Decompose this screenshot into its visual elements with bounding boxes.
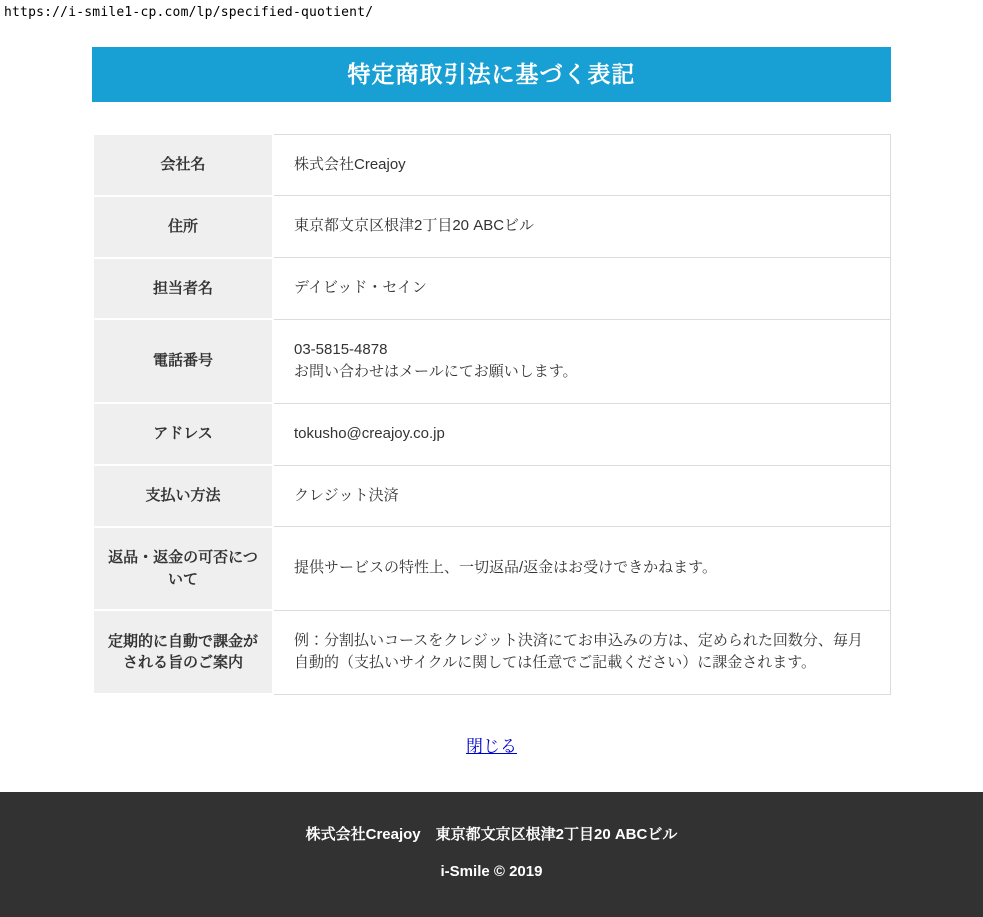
tokusho-table-body bbox=[93, 134, 891, 694]
table-row bbox=[93, 527, 891, 611]
row-label: 担当者名 bbox=[93, 258, 273, 320]
footer-company-address: 株式会社Creajoy 東京都文京区根津2丁目20 ABCビル bbox=[305, 826, 678, 844]
row-value: 例：分割払いコースをクレジット決済にてお申込みの方は、定められた回数分、毎月自動的（支払いサイクルに関しては任意でご記載ください）に課金されます。 bbox=[273, 610, 891, 694]
close-link[interactable]: 閉じる bbox=[466, 737, 517, 758]
close-link-wrap bbox=[92, 732, 891, 757]
row-value: tokusho@creajoy.co.jp bbox=[273, 403, 891, 465]
row-label: 電話番号 bbox=[93, 319, 273, 403]
tokusho-table-wrap bbox=[92, 133, 891, 695]
table-row bbox=[93, 258, 891, 320]
row-label: 会社名 bbox=[93, 134, 273, 196]
row-value: 東京都文京区根津2丁目20 ABCビル bbox=[273, 196, 891, 258]
tokusho-table bbox=[92, 133, 891, 695]
site-footer bbox=[0, 792, 983, 917]
row-value: 提供サービスの特性上、一切返品/返金はお受けできかねます。 bbox=[273, 527, 891, 611]
row-value: デイビッド・セイン bbox=[273, 258, 891, 320]
row-label: 定期的に自動で課金がされる旨のご案内 bbox=[93, 610, 273, 694]
footer-copyright: i-Smile © 2019 bbox=[440, 863, 543, 881]
table-row bbox=[93, 465, 891, 527]
main-content bbox=[92, 47, 891, 757]
table-row bbox=[93, 134, 891, 196]
table-row bbox=[93, 319, 891, 403]
row-value: 03-5815-4878 お問い合わせはメールにてお願いします。 bbox=[273, 319, 891, 403]
row-label: 支払い方法 bbox=[93, 465, 273, 527]
row-label: 住所 bbox=[93, 196, 273, 258]
table-row bbox=[93, 403, 891, 465]
table-row bbox=[93, 196, 891, 258]
row-label: 返品・返金の可否について bbox=[93, 527, 273, 611]
page-url: https://i-smile1-cp.com/lp/specified-quotient/ bbox=[4, 5, 374, 20]
row-value: 株式会社Creajoy bbox=[273, 134, 891, 196]
row-label: アドレス bbox=[93, 403, 273, 465]
table-row bbox=[93, 610, 891, 694]
page-title: 特定商取引法に基づく表記 bbox=[92, 47, 891, 102]
row-value: クレジット決済 bbox=[273, 465, 891, 527]
